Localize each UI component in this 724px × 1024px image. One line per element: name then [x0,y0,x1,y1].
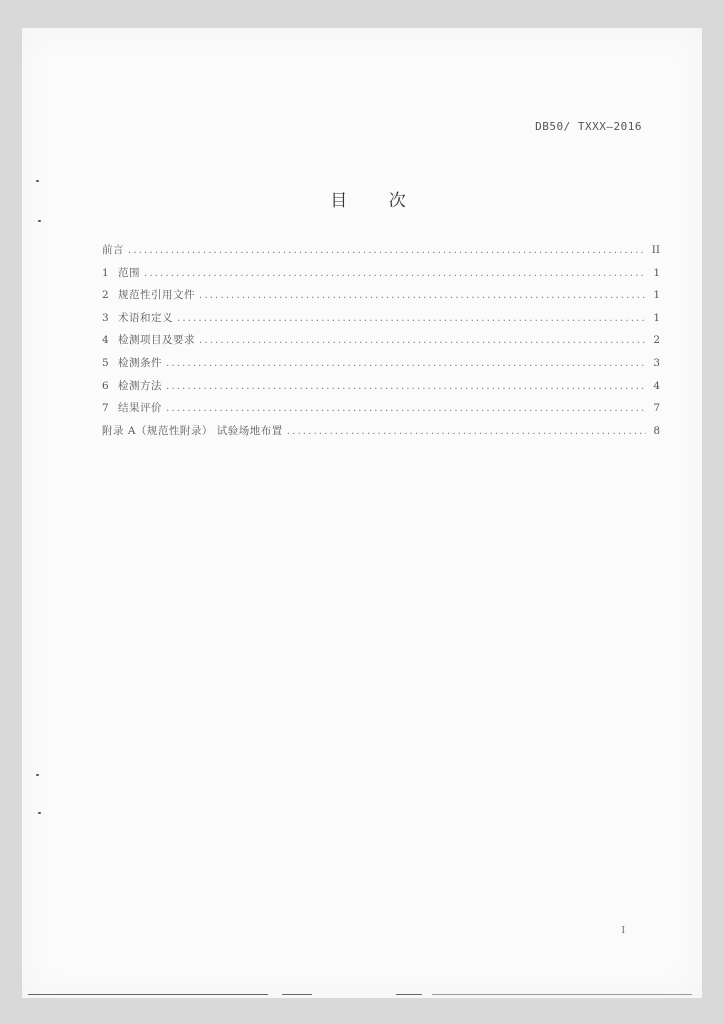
toc-entry-test-items[interactable] [102,332,660,355]
toc-entry-normative-references[interactable] [102,287,660,310]
toc-entry-page: 4 [653,379,660,392]
toc-leader-dots [128,244,646,256]
bottom-edge-line [28,994,268,995]
toc-entry-page: 7 [653,402,660,415]
bottom-edge-line [396,994,422,995]
toc-entry-number: 2 [102,289,109,302]
toc-entry-appendix-a[interactable] [102,423,660,446]
toc-entry-label: 检测方法 [118,379,162,392]
toc-entry-label: 规范性引用文件 [118,289,195,302]
scan-speck [36,774,39,776]
scan-speck [38,812,41,814]
toc-entry-label: 术语和定义 [118,311,173,324]
toc-entry-label: 检测项目及要求 [118,334,195,347]
toc-entry-label: 附录 A（规范性附录） 试验场地布置 [102,424,283,437]
toc-entry-label: 检测条件 [118,356,162,369]
toc-entry-terms-definitions[interactable] [102,310,660,333]
toc-entry-number: 6 [102,379,109,392]
toc-entry-page: 2 [653,334,660,347]
toc-leader-dots [199,289,646,301]
toc-entry-label: 结果评价 [118,402,162,415]
toc-leader-dots [166,402,646,414]
toc-leader-dots [287,425,646,437]
toc-entry-page: II [651,244,660,256]
toc-entry-scope[interactable] [102,265,660,288]
toc-entry-number: 4 [102,334,109,347]
toc-entry-page: 1 [653,289,660,302]
toc-leader-dots [166,357,646,369]
scan-speck [36,180,39,182]
toc-entry-number: 1 [102,266,109,279]
toc-entry-result-evaluation[interactable] [102,400,660,423]
document-id: DB50/ TXXX—2016 [535,120,642,133]
table-of-contents [102,242,660,445]
toc-entry-number: 7 [102,402,109,415]
toc-entry-page: 3 [653,356,660,369]
toc-entry-foreword[interactable] [102,242,660,265]
toc-entry-label: 前言 [102,244,124,256]
bottom-edge-line [432,994,692,995]
page-number: I [621,926,625,936]
toc-leader-dots [144,267,646,279]
toc-entry-page: 1 [653,266,660,279]
toc-entry-page: 1 [653,311,660,324]
toc-leader-dots [177,312,646,324]
toc-entry-page: 8 [653,424,660,437]
bottom-edge-line [282,994,312,995]
toc-leader-dots [199,334,646,346]
scan-speck [38,220,41,222]
toc-entry-test-methods[interactable] [102,378,660,401]
toc-title: 目 次 [330,191,424,211]
toc-entry-number: 3 [102,311,109,324]
toc-entry-test-conditions[interactable] [102,355,660,378]
toc-leader-dots [166,380,646,392]
document-page [22,28,702,998]
toc-entry-label: 范围 [118,266,140,279]
toc-entry-number: 5 [102,356,109,369]
